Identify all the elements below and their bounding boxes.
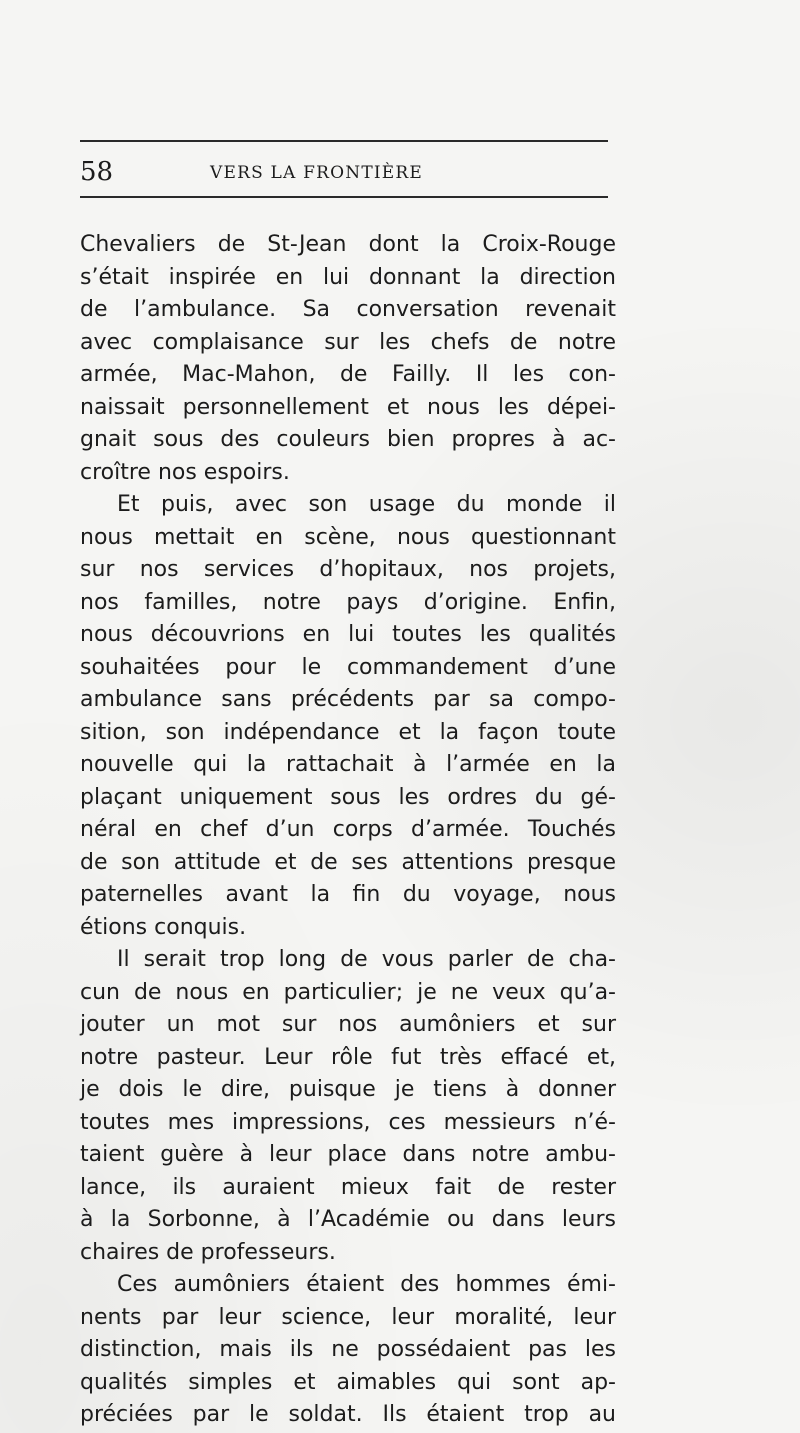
text-line: toutes mes impressions, ces messieurs n’é-	[80, 1109, 616, 1135]
text-line: étions conquis.	[80, 914, 247, 940]
text-line: croître nos espoirs.	[80, 459, 290, 485]
text-line: plaçant uniquement sous les ordres du gé-	[80, 784, 616, 810]
paragraph	[80, 229, 616, 489]
text-line: Et puis, avec son usage du monde il	[117, 492, 616, 517]
text-line: cun de nous en particulier; je ne veux qu’a-	[80, 979, 616, 1005]
text-line: préciées par le soldat. Ils étaient trop au	[80, 1402, 616, 1427]
text-line: lance, ils auraient mieux fait de rester	[80, 1174, 616, 1200]
running-title: VERS LA FRONTIÈRE	[210, 163, 423, 183]
text-line: souhaitées pour le commandement d’une	[80, 654, 616, 680]
text-line: sition, son indépendance et la façon toute	[80, 719, 616, 745]
text-line: néral en chef d’un corps d’armée. Touchés	[80, 817, 616, 842]
text-line: taient guère à leur place dans notre ambu-	[80, 1142, 616, 1167]
text-line: paternelles avant la fin du voyage, nous	[80, 882, 616, 907]
text-line: jouter un mot sur nos aumôniers et sur	[80, 1012, 616, 1037]
paragraph	[80, 944, 616, 1269]
text-line: sur nos services d’hopitaux, nos projets,	[80, 557, 616, 582]
text-line: nous découvrions en lui toutes les qualités	[80, 622, 616, 647]
text-line: nous mettait en scène, nous questionnant	[80, 524, 616, 550]
text-line: naissait personnellement et nous les dépei-	[80, 394, 616, 420]
running-header	[80, 154, 608, 190]
paragraph	[80, 1269, 616, 1432]
text-line: de son attitude et de ses attentions presque	[80, 849, 616, 875]
page-number: 58	[80, 157, 114, 187]
text-line: à la Sorbonne, à l’Académie ou dans leurs	[80, 1207, 616, 1232]
text-line: Ces aumôniers étaient des hommes émi-	[117, 1272, 616, 1297]
text-line: chaires de professeurs.	[80, 1239, 336, 1265]
header-bottom-rule	[80, 196, 608, 198]
text-line: ambulance sans précédents par sa compo-	[80, 687, 616, 712]
text-line: nouvelle qui la rattachait à l’armée en la	[80, 752, 616, 777]
body-text	[80, 229, 616, 1432]
text-line: s’était inspirée en lui donnant la direction	[80, 264, 616, 290]
text-line: qualités simples et aimables qui sont ap-	[80, 1369, 616, 1395]
text-line: Chevaliers de St-Jean dont la Croix-Rouge	[80, 232, 616, 257]
paragraph	[80, 489, 616, 944]
text-line: avec complaisance sur les chefs de notre	[80, 329, 616, 355]
text-line: gnait sous des couleurs bien propres à ac-	[80, 427, 616, 452]
text-line: nos familles, notre pays d’origine. Enfin,	[80, 589, 616, 615]
text-line: nents par leur science, leur moralité, leur	[80, 1304, 616, 1330]
text-line: notre pasteur. Leur rôle fut très effacé et,	[80, 1044, 616, 1070]
header-top-rule	[80, 140, 608, 142]
text-line: armée, Mac-Mahon, de Failly. Il les con-	[80, 362, 616, 387]
text-line: distinction, mais ils ne possédaient pas les	[80, 1337, 616, 1362]
text-line: Il serait trop long de vous parler de cha-	[117, 947, 616, 972]
text-line: de l’ambulance. Sa conversation revenait	[80, 297, 616, 322]
text-line: je dois le dire, puisque je tiens à donner	[80, 1077, 616, 1102]
